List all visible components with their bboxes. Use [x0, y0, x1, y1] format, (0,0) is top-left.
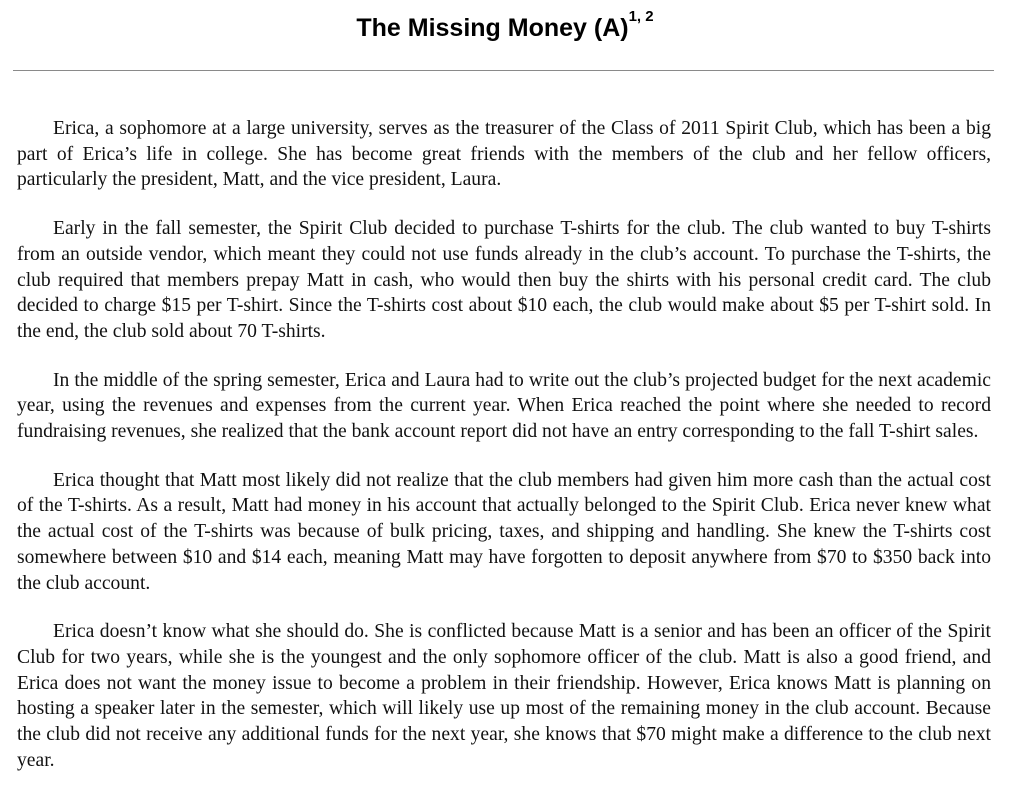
paragraph: Early in the fall semester, the Spirit Club decided to purchase T-shirts for the club. The club wanted to buy T-shirts from an outside vendor, which meant they could not use funds already in the club’s account. To purchase the T-shirts, the club required that members prepay Matt in cash, who would then buy the shirts with his personal credit card. The club decided to charge $15 per T-shirt. Since the T-shirts cost about $10 each, the club would make about $5 per T-shirt sold. In the end, the club sold about 70 T-shirts. [17, 218, 991, 342]
document-body [17, 116, 991, 796]
paragraph: Erica, a sophomore at a large university, serves as the treasurer of the Class of 2011 Spirit Club, which has been a big part of Erica’s life in college. She has become great friends with the members of the club and her fellow officers, particularly the president, Matt, and the vice president, Laura. [17, 118, 991, 191]
paragraph: In the middle of the spring semester, Erica and Laura had to write out the club’s projected budget for the next academic year, using the revenues and expenses from the current year. When Erica reached the point where she needed to record fundraising revenues, she realized that the bank account report did not have an entry corresponding to the fall T-shirt sales. [17, 369, 991, 443]
paragraph: Erica thought that Matt most likely did not realize that the club members had given him more cash than the actual cost of the T-shirts. As a result, Matt had money in his account that actually belonged to the Spirit Club. Erica never knew what the actual cost of the T-shirts was because of bulk pricing, taxes, and shipping and handling. She knew the T-shirts cost somewhere between $10 and $14 each, meaning Matt may have forgotten to deposit anywhere from $70 to $350 back into the club account. [17, 469, 991, 594]
title-footnote-markers: 1, 2 [628, 8, 654, 25]
paragraph: Erica doesn’t know what she should do. She is conflicted because Matt is a senior and has been an officer of the Spirit Club for two years, while she is the youngest and the only sophomore officer of the club. Matt is also a good friend, and Erica does not want the money issue to become a problem in their friendship. However, Erica knows Matt is planning on hosting a speaker later in the semester, which will likely use up most of the remaining money in the club account. Because the club did not receive any additional funds for the next year, she knows that $70 might make a difference to the club next year. [17, 621, 991, 771]
title-divider [13, 70, 994, 71]
document-title [0, 8, 1010, 44]
document-title-text: The Missing Money (A) [356, 14, 629, 42]
